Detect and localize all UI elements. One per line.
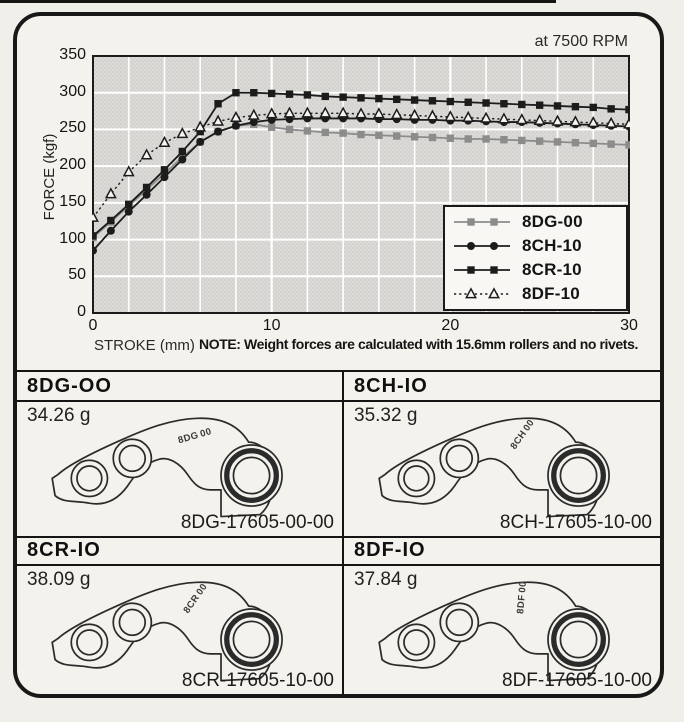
legend-marker [451, 214, 513, 230]
marker-square [429, 134, 436, 141]
marker-square [518, 137, 525, 144]
y-tick-label: 50 [68, 266, 86, 284]
part-weight: 34.26 g [27, 405, 91, 426]
marker-square [482, 135, 489, 142]
marker-square [268, 90, 275, 97]
marker-square [411, 133, 418, 140]
marker-square [482, 99, 489, 106]
part-weight: 38.09 g [27, 569, 91, 590]
marker-square [536, 101, 543, 108]
marker-square [467, 218, 474, 225]
part-panel-8dg [17, 374, 342, 536]
rpm-annotation: at 7500 RPM [534, 33, 628, 50]
marker-square [339, 129, 346, 136]
marker-square [607, 105, 614, 112]
marker-square [411, 96, 418, 103]
marker-square [107, 217, 114, 224]
marker-square [607, 140, 614, 147]
part-code-heading: 8CH-IO [354, 375, 428, 397]
legend-marker [451, 238, 513, 254]
marker-circle [125, 208, 133, 216]
marker-circle [214, 128, 222, 136]
marker-square [339, 93, 346, 100]
chart-note: NOTE: Weight forces are calculated with 15.6mm rollers and no rivets. [199, 336, 638, 352]
legend-marker [451, 286, 513, 302]
legend-item-8cr-10 [451, 260, 620, 280]
legend-marker [451, 262, 513, 278]
marker-square [554, 102, 561, 109]
marker-square [92, 232, 97, 239]
embossed-part-code: 8DF00 [515, 580, 530, 615]
x-axis-title: STROKE (mm) [94, 337, 195, 354]
y-tick-label: 0 [77, 303, 86, 320]
marker-triangle [489, 289, 498, 298]
marker-square [465, 135, 472, 142]
marker-circle [143, 191, 151, 199]
marker-square [286, 126, 293, 133]
part-number: 8CR-17605-10-00 [181, 670, 334, 691]
part-number: 8DG-17605-00-00 [180, 512, 334, 533]
y-tick-label: 300 [59, 82, 86, 100]
marker-triangle [466, 289, 475, 298]
marker-circle [107, 227, 115, 235]
clutch-weight-drawing [29, 404, 331, 528]
part-weight: 35.32 g [354, 405, 418, 426]
part-code-heading: 8DG-OO [27, 375, 112, 397]
marker-square [143, 184, 150, 191]
parts-table [17, 370, 660, 694]
legend-item-8dg-00 [451, 212, 620, 232]
header-underline [344, 400, 660, 402]
marker-square [518, 101, 525, 108]
marker-square [572, 139, 579, 146]
header-underline [17, 400, 342, 402]
part-number: 8DF-17605-10-00 [502, 670, 652, 691]
legend-item-8df-10 [451, 284, 620, 304]
marker-square [322, 129, 329, 136]
embossed-part-code: 8CR00 [181, 581, 210, 616]
clutch-weight-drawing [356, 404, 658, 528]
y-axis-title: FORCE (kgf) [41, 133, 58, 221]
marker-circle [160, 173, 168, 181]
part-code-heading: 8CR-IO [27, 539, 101, 561]
marker-square [268, 124, 275, 131]
marker-square [590, 104, 597, 111]
marker-square [161, 166, 168, 173]
legend-label: 8CH-10 [522, 236, 582, 255]
part-weight: 37.84 g [354, 569, 418, 590]
marker-square [375, 95, 382, 102]
marker-square [322, 93, 329, 100]
marker-square [590, 140, 597, 147]
marker-circle [178, 156, 186, 164]
legend-label: 8CR-10 [522, 260, 582, 279]
part-panel-8cr [17, 538, 342, 694]
marker-square [429, 97, 436, 104]
marker-square [536, 137, 543, 144]
marker-circle [490, 242, 498, 250]
part-code-heading: 8DF-IO [354, 539, 426, 561]
part-panel-8df [344, 538, 660, 694]
marker-square [232, 89, 239, 96]
marker-square [625, 141, 630, 148]
marker-circle [196, 138, 204, 146]
marker-square [554, 138, 561, 145]
marker-square [467, 266, 474, 273]
x-tick-label: 10 [262, 317, 281, 334]
marker-square [375, 132, 382, 139]
header-underline [344, 564, 660, 566]
marker-square [304, 91, 311, 98]
y-tick-label: 200 [59, 156, 86, 174]
marker-circle [232, 122, 240, 130]
part-number: 8CH-17605-10-00 [499, 512, 652, 533]
legend-label: 8DG-00 [522, 212, 583, 231]
marker-square [500, 100, 507, 107]
part-panel-8ch [344, 374, 660, 536]
marker-square [500, 136, 507, 143]
marker-square [490, 218, 497, 225]
marker-square [447, 135, 454, 142]
marker-square [179, 148, 186, 155]
x-tick-label: 20 [441, 317, 460, 334]
marker-square [125, 201, 132, 208]
y-tick-label: 150 [59, 192, 86, 210]
marker-square [393, 96, 400, 103]
marker-circle [467, 242, 475, 250]
marker-square [490, 266, 497, 273]
embossed-part-code: 8CH00 [508, 417, 537, 452]
x-tick-label: 0 [88, 317, 98, 334]
marker-square [393, 132, 400, 139]
legend-item-8ch-10 [451, 236, 620, 256]
marker-square [625, 106, 630, 113]
embossed-part-code: 8DG00 [176, 426, 214, 447]
marker-square [357, 131, 364, 138]
marker-square [214, 100, 221, 107]
marker-square [286, 90, 293, 97]
marker-square [465, 99, 472, 106]
marker-square [357, 94, 364, 101]
header-underline [17, 564, 342, 566]
marker-square [447, 98, 454, 105]
legend-label: 8DF-10 [522, 284, 580, 303]
y-tick-label: 350 [59, 46, 86, 63]
marker-square [250, 89, 257, 96]
y-tick-label: 250 [59, 119, 86, 137]
chart-legend [443, 205, 628, 311]
marker-square [572, 103, 579, 110]
x-tick-label: 30 [620, 317, 638, 334]
y-tick-label: 100 [59, 229, 86, 247]
marker-square [304, 127, 311, 134]
